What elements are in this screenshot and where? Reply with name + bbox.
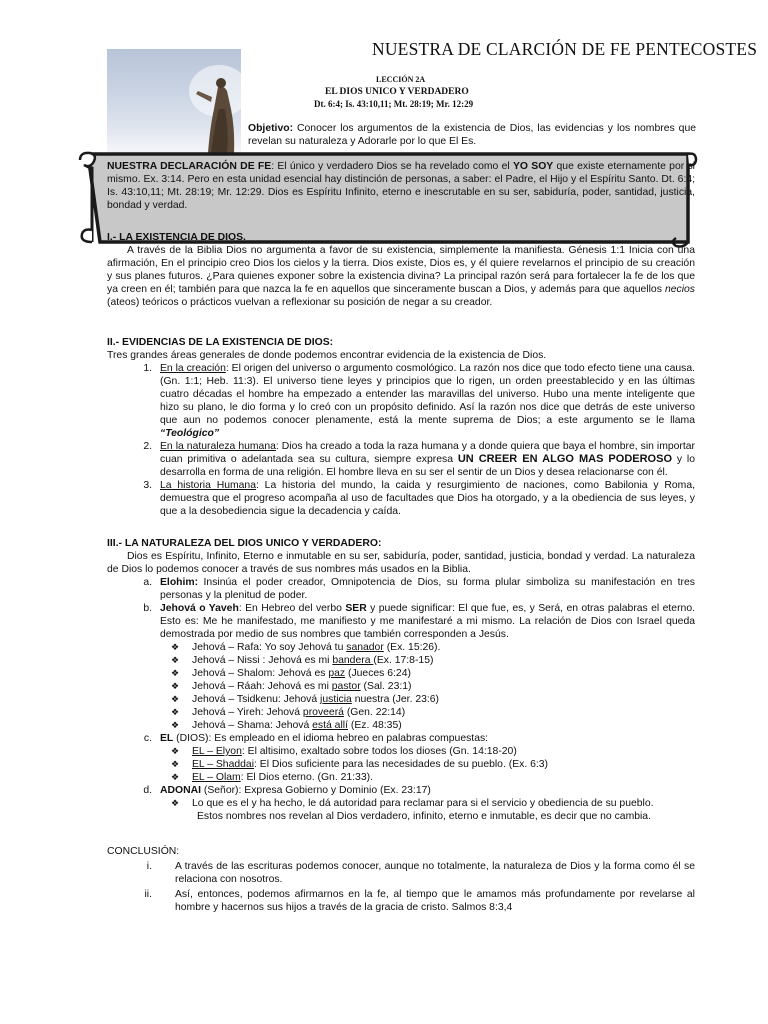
list-item: ❖ Jehová – Nissi : Jehová es mi bandera (Ex. 17:8-15)	[170, 655, 434, 666]
list-item: ❖ Lo que es el y ha hecho, le dá autoridad para reclamar para si el servicio y obediencia de su pueblo.	[170, 798, 654, 809]
list-item: ❖ Jehová – Ráah: Jehová es mi pastor (Sal. 23:1)	[170, 681, 412, 692]
list-item: 2. En la naturaleza humana: Dios ha creado a toda la raza humana y a donde quiera que baya el hombre, sin importar cuan primitiva o adelantada sea su cultura, siempre expresa UN CREER EN ALGO MAS PODEROSO y lo desarrolla en forma de una religión. El hombre lleva en su ser el sentir de un Dios y desea relacionarse con él.	[143, 441, 696, 478]
list-item: ❖ Jehová – Rafa: Yo soy Jehová tu sanador (Ex. 15:26).	[170, 642, 441, 653]
list-item: ❖ Jehová – Tsidkenu: Jehová justicia nuestra (Jer. 23:6)	[170, 694, 440, 705]
list-item: d. ADONAI (Señor): Expresa Gobierno y Dominio (Ex. 23:17)	[143, 785, 431, 796]
list-item: ❖ Jehová – Shama: Jehová está allí (Ez. 48:35)	[170, 720, 402, 731]
declaration-label: NUESTRA DECLARACIÓN DE FE	[107, 161, 272, 172]
list-item: a. Elohim: Insinúa el poder creador, Omnipotencia de Dios, su forma plular simboliza su manifestación en tres personas y la plenitud de poder.	[143, 577, 695, 601]
conclusion	[107, 845, 695, 914]
section-nature	[107, 537, 695, 823]
section-existence	[107, 231, 695, 309]
yo-soy: YO SOY	[512, 161, 554, 172]
section-heading: II.- EVIDENCIAS DE LA EXISTENCIA DE DIOS:	[107, 337, 334, 348]
declaration-text: NUESTRA DECLARACIÓN DE FE: El único y verdadero Dios se ha revelado como el YO SOY que existe eternamente por si mismo. Ex. 3:14. Pero en esta unidad esencial hay distinción de personas, a saber: el Padre, el Hijo y el Espíritu Santo. Dt. 6:4; Is. 43:10,11; Mt. 28:19; Mr. 12:29. Dios es Espíritu Infinito, eterno e inescrutable en su ser, sabiduría, poder, santidad, justicia, bondad y verdad.	[107, 161, 695, 211]
list-item: c. EL (DIOS): Es empleado en el idioma hebreo en palabras compuestas:	[143, 733, 489, 744]
list-item: ❖ EL – Olam: El Dios eterno. (Gn. 21:33).	[170, 772, 373, 783]
list-item: 1. En la creación: El origen del universo o argumento cosmológico. La razón nos dice que todo efecto tiene una causa. (Gn. 1:1; Heb. 11:3). El universo tiene leyes y principios que lo rigen, un orden preestablecido y en las últimas cuatro décadas el hombre ha empezado a entender las maravillas del universo. Hubo una mente inteligente que hizo su plano, le dio forma y lo creó con un propósito definido. Así la razón nos dice que detrás de este universo que aun no podemos conocer plenamente, está la mente suprema de Dios; a este argumento se le llama “Teológico”	[143, 363, 695, 439]
section-paragraph: A través de la Biblia Dios no argumenta a favor de su existencia, simplemente la manifiesta. Génesis 1:1 Inicia con una afirmación, En el principio creo Dios los cielos y la tierra. Dios existe, Dios es, y él quiere revelarnos el principio de su creación y sus planes futuros. ¿Para quienes exponer sobre la existencia divina? La principal razón será para fortalecer la fe de los que ya creen en él; también para que nazca la fe en aquellos que sinceramente buscan a Dios, y además para que aquellos necios (ateos) teóricos o prácticos vuelvan a reflexionar su posición de negar a su creador.	[107, 245, 695, 308]
objective-text: Conocer los argumentos de la existencia de Dios, las evidencias y los nombres que revelan su naturaleza y Adorarle por lo que El Es.	[248, 123, 696, 147]
jesus-illustration	[107, 49, 241, 154]
section-heading: I.- LA EXISTENCIA DE DIOS.	[107, 232, 246, 243]
list-item: ❖ Jehová – Yireh: Jehová proveerá (Gen. 22:14)	[170, 707, 406, 718]
scripture-references: Dt. 6:4; Is. 43:10,11; Mt. 28:19; Mr. 12:29	[314, 99, 474, 109]
list-item: i. A través de las escrituras podemos conocer, aunque no totalmente, la naturaleza de Dios y la forma como él se relaciona con nosotros.	[146, 861, 695, 885]
section-evidences	[107, 336, 695, 518]
list-item: 3. La historia Humana: La historia del mundo, la caida y resurgimiento de naciones, como Babilonia y Roma, demuestra que el progreso acompaña al uso de facultades que Dios ha otorgado, y a la obediencia de sus leyes, y que a la desobediencia sigue la decadencia y caída.	[143, 480, 695, 517]
section-intro: Dios es Espíritu, Infinito, Eterno e inmutable en su ser, sabiduría, poder, santidad, justicia, bondad y verdad. La naturaleza de Dios lo podemos conocer a través de sus nombres más usados en la Biblia.	[107, 551, 695, 575]
jehova-names-list	[107, 641, 695, 732]
list-item: b. Jehová o Yaveh: En Hebreo del verbo SER y puede significar: El que fue, es, y Será, en otras palabras el eterno. Esto es: Me he manifestado, me manifiesto y me manifestaré a mi mismo. La relación de Dios con Israel queda demostrada por medio de sus nombres que también corresponden a Jesús.	[143, 603, 695, 640]
objective	[248, 122, 696, 148]
list-item: ❖ EL – Elyon: El altisimo, exaltado sobre todos los dioses (Gn. 14:18-20)	[170, 746, 517, 757]
closing-line: Estos nombres nos revelan al Dios verdadero, infinito, eterno e inmutable, es decir que no cambia.	[197, 811, 651, 822]
list-item: ii. Así, entonces, podemos afirmarnos en la fe, al tiempo que le amamos más profundamente por revelarse al hombre y hacernos sus hijos a través de la gracia de cristo. Salmos 8:3,4	[144, 889, 695, 913]
section-intro: Tres grandes áreas generales de donde podemos encontrar evidencia de la existencia de Dios.	[107, 350, 547, 361]
conclusion-heading: CONCLUSIÓN:	[107, 846, 180, 857]
list-item: ❖ EL – Shaddai: El Dios suficiente para las necesidades de su pueblo. (Ex. 6:3)	[170, 759, 549, 770]
lesson-subtitle: EL DIOS UNICO Y VERDADERO	[325, 87, 469, 97]
list-item: ❖ Jehová – Shalom: Jehová es paz (Jueces 6:24)	[170, 668, 411, 679]
objective-label: Objetivo:	[248, 123, 294, 134]
document-title: NUESTRA DE CLARCIÓN DE FE PENTECOSTES	[372, 39, 758, 59]
el-names-list	[107, 745, 695, 784]
lesson-number: LECCIÓN 2A	[376, 75, 426, 84]
section-heading: III.- LA NATURALEZA DEL DIOS UNICO Y VERDADERO:	[107, 538, 382, 549]
